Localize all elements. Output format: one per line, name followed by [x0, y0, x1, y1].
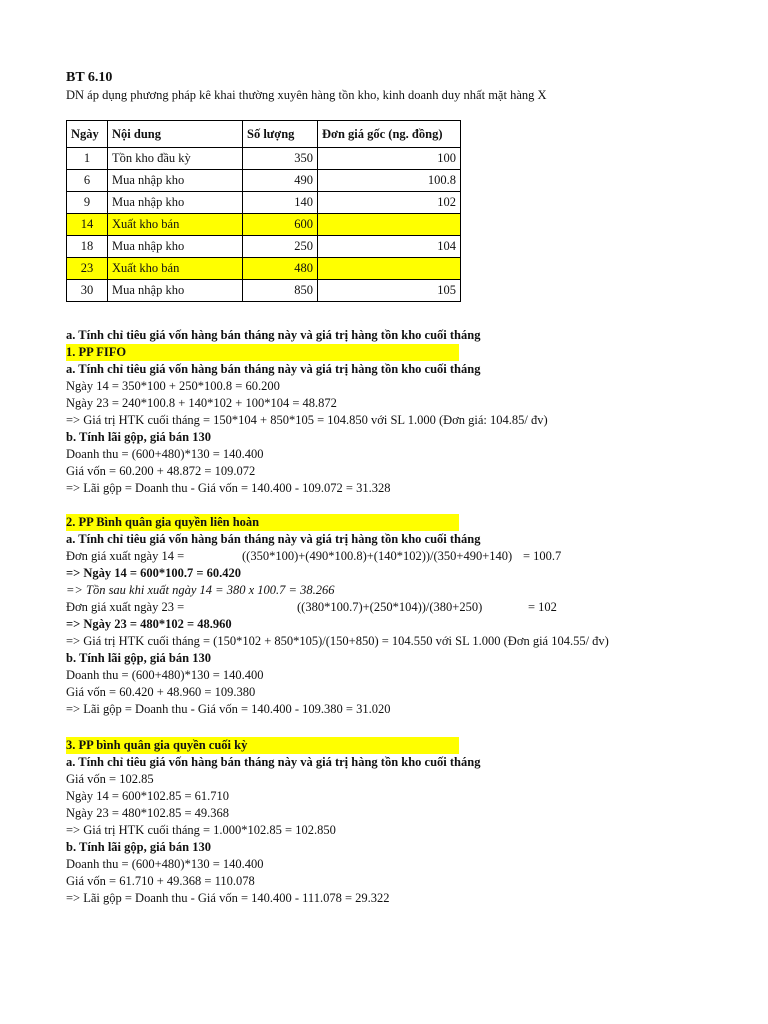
bqlh-line: Giá vốn = 60.420 + 48.960 = 109.380: [66, 685, 256, 699]
bqck-b-title: b. Tính lãi gộp, giá bán 130: [66, 840, 211, 854]
fifo-b-title: b. Tính lãi gộp, giá bán 130: [66, 430, 211, 444]
cell-day: 6: [67, 170, 108, 192]
cell-day: 9: [67, 192, 108, 214]
bqck-line: Ngày 14 = 600*102.85 = 61.710: [66, 789, 230, 803]
inventory-table: [66, 120, 461, 302]
cell-day: 23: [67, 258, 108, 280]
cell-unit-price: 104: [318, 236, 461, 258]
header-unit-price: Đơn giá gốc (ng. đồng): [318, 121, 461, 148]
exercise-intro: DN áp dụng phương pháp kê khai thường xuyên hàng tồn kho, kinh doanh duy nhất mặt hàng X: [66, 88, 547, 102]
exercise-title: BT 6.10: [66, 70, 113, 85]
bqlh-price-day23-result: = 102: [528, 600, 557, 614]
cell-unit-price: [318, 214, 461, 236]
bqck-line: Giá vốn = 102.85: [66, 772, 154, 786]
bqlh-line: => Giá trị HTK cuối tháng = (150*102 + 850*105)/(150+850) = 104.550 với SL 1.000 (Đơn giá 104.55/ đv): [66, 634, 609, 648]
task-a-title: a. Tính chỉ tiêu giá vốn hàng bán tháng này và giá trị hàng tồn kho cuối tháng: [66, 328, 481, 342]
bqlh-price-day14-formula: ((350*100)+(490*100.8)+(140*102))/(350+490+140): [242, 549, 513, 563]
bqck-line: => Giá trị HTK cuối tháng = 1.000*102.85 = 102.850: [66, 823, 336, 837]
cell-unit-price: 100: [318, 148, 461, 170]
cell-unit-price: 102: [318, 192, 461, 214]
cell-quantity: 850: [243, 280, 318, 302]
cell-unit-price: 105: [318, 280, 461, 302]
cell-day: 30: [67, 280, 108, 302]
cell-unit-price: 100.8: [318, 170, 461, 192]
bqck-line: => Lãi gộp = Doanh thu - Giá vốn = 140.400 - 111.078 = 29.322: [66, 891, 390, 905]
bqlh-price-day14-result: = 100.7: [523, 549, 562, 563]
table-row-highlighted: [67, 258, 461, 280]
fifo-line: Doanh thu = (600+480)*130 = 140.400: [66, 447, 264, 461]
cell-day: 14: [67, 214, 108, 236]
fifo-line: Ngày 23 = 240*100.8 + 140*102 + 100*104 = 48.872: [66, 396, 337, 410]
cell-content: Mua nhập kho: [108, 280, 243, 302]
fifo-line: Giá vốn = 60.200 + 48.872 = 109.072: [66, 464, 256, 478]
cell-content: Mua nhập kho: [108, 192, 243, 214]
cell-quantity: 140: [243, 192, 318, 214]
table-row: [67, 236, 461, 258]
fifo-line: Ngày 14 = 350*100 + 250*100.8 = 60.200: [66, 379, 280, 393]
table-row: [67, 280, 461, 302]
table-row-highlighted: [67, 214, 461, 236]
cell-quantity: 600: [243, 214, 318, 236]
bqlh-b-title: b. Tính lãi gộp, giá bán 130: [66, 651, 211, 665]
bqck-line: Giá vốn = 61.710 + 49.368 = 110.078: [66, 874, 255, 888]
cell-content: Mua nhập kho: [108, 170, 243, 192]
bqck-heading: 3. PP bình quân gia quyền cuối kỳ: [66, 737, 459, 754]
cell-quantity: 480: [243, 258, 318, 280]
cell-quantity: 350: [243, 148, 318, 170]
bqlh-heading: 2. PP Bình quân gia quyền liên hoàn: [66, 514, 459, 531]
fifo-heading: 1. PP FIFO: [66, 344, 459, 361]
table-row: [67, 170, 461, 192]
bqlh-line: => Ngày 23 = 480*102 = 48.960: [66, 617, 232, 631]
cell-quantity: 250: [243, 236, 318, 258]
cell-content: Tồn kho đầu kỳ: [108, 148, 243, 170]
cell-content: Mua nhập kho: [108, 236, 243, 258]
header-day: Ngày: [67, 121, 108, 148]
table-row: [67, 192, 461, 214]
fifo-line: => Giá trị HTK cuối tháng = 150*104 + 850*105 = 104.850 với SL 1.000 (Đơn giá: 104.85/ đv): [66, 413, 548, 427]
cell-content: Xuất kho bán: [108, 258, 243, 280]
bqlh-line: => Ngày 14 = 600*100.7 = 60.420: [66, 566, 242, 580]
fifo-line: => Lãi gộp = Doanh thu - Giá vốn = 140.400 - 109.072 = 31.328: [66, 481, 391, 495]
bqck-line: Ngày 23 = 480*102.85 = 49.368: [66, 806, 230, 820]
header-content: Nội dung: [108, 121, 243, 148]
bqlh-price-day23-label: Đơn giá xuất ngày 23 =: [66, 600, 185, 614]
bqlh-line: => Lãi gộp = Doanh thu - Giá vốn = 140.400 - 109.380 = 31.020: [66, 702, 391, 716]
bqck-line: Doanh thu = (600+480)*130 = 140.400: [66, 857, 264, 871]
cell-content: Xuất kho bán: [108, 214, 243, 236]
cell-unit-price: [318, 258, 461, 280]
bqlh-price-day23-formula: ((380*100.7)+(250*104))/(380+250): [297, 600, 483, 614]
bqlh-a-title: a. Tính chỉ tiêu giá vốn hàng bán tháng này và giá trị hàng tồn kho cuối tháng: [66, 532, 481, 546]
bqlh-line: Doanh thu = (600+480)*130 = 140.400: [66, 668, 264, 682]
header-quantity: Số lượng: [243, 121, 318, 148]
bqlh-price-day14: [66, 548, 561, 565]
table-row: [67, 148, 461, 170]
bqck-a-title: a. Tính chỉ tiêu giá vốn hàng bán tháng này và giá trị hàng tồn kho cuối tháng: [66, 755, 481, 769]
cell-day: 1: [67, 148, 108, 170]
table-header-row: [67, 121, 461, 148]
bqlh-price-day23: [66, 599, 557, 616]
bqlh-price-day14-label: Đơn giá xuất ngày 14 =: [66, 549, 185, 563]
bqlh-line: => Tồn sau khi xuất ngày 14 = 380 x 100.7 = 38.266: [66, 583, 335, 597]
fifo-a-title: a. Tính chỉ tiêu giá vốn hàng bán tháng này và giá trị hàng tồn kho cuối tháng: [66, 362, 481, 376]
cell-quantity: 490: [243, 170, 318, 192]
cell-day: 18: [67, 236, 108, 258]
